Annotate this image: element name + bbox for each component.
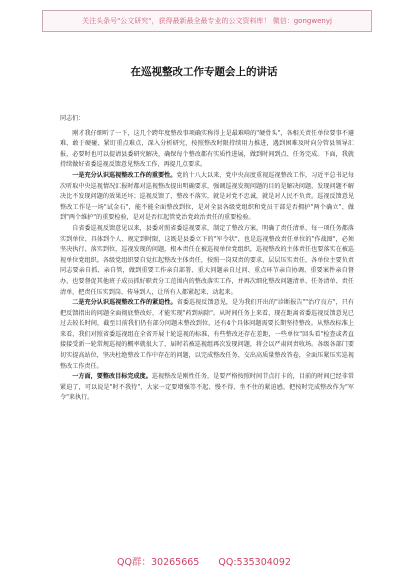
qq-text: QQ:535304092 [218, 557, 291, 568]
paragraph-heading: 一方面，要整改目标完成度。 [72, 373, 152, 381]
paragraph-importance [60, 171, 354, 224]
paragraph-completion [60, 372, 354, 404]
page-title: 在巡视整改工作专题会上的讲话 [130, 66, 278, 78]
paragraph-heading: 二是充分认识巡视整改工作的紧迫性。 [72, 299, 177, 307]
greeting: 同志们： [60, 115, 85, 122]
document-body [60, 114, 354, 404]
paragraph-text: 自省委巡视反馈意见以来，县委对照省委巡视要求，制定了整改方案，明确了责任清单、每一项任务都落实到单位、具体到个人、规定到时限，这既是县委立下的"军令状"，也是巡视整改责任单位的"作战图"，必须坚决执行、落实到位，巡视发现的问题，根本责任在被巡视单位党组织，巡视整改的主体责任也要落实在被巡视单位党组织。各级党组织要自觉扛起整改主体责任，按照一岗双责的要求，层层压实责任，各单位主要负责同志要亲自抓、亲自管，做到重要工作亲自部署、重大问题亲自过问、重点环节亲自协调、重要案件亲自督办，也要督促其他班子成员抓好职责分工范围内的整改落实工作，并再次细化整改问题清单、任务清单、责任清单，把责任压实到岗、传导到人，让所有人都紧起来、动起来。 [60, 224, 354, 296]
paragraph-heading: 一是充分认识巡视整改工作的重要性。 [72, 171, 177, 179]
contact-footer [0, 554, 408, 568]
paragraph-intro [60, 129, 354, 171]
paragraph-responsibility [60, 224, 354, 298]
qq-group-text: QQ群：30265665 [117, 557, 200, 568]
promo-banner: 关注头条号"公文研究"，获得最新最全最专业的公文资料库！ 微信：gongwenyj [42, 10, 372, 32]
paragraph-text: 党的十八大以来，党中央高度重视巡视整改工作，习近平总书记每次听取中央巡视情况汇报时都对巡视整改提出明确要求，强调巡视发现问题的目的是解决问题，发现问题不解决比不发现问题的效果还坏；巡视反馈了，整改不落实，就是对党不忠诚，就是对人民不负责。巡视反馈意见整改工作是一场"试金石"，能不能全面整改到位，是对全县各级党组织和党员干部是否拥护"两个确立"、做到"两个维护"的重要检验，是对是否扛起管党治党政治责任的重要检验。 [60, 171, 355, 222]
paragraph-text: 刚才我仔细听了一下，这几个跨年度整改事项确实称得上是最难啃的"硬骨头"，各相关责任单位要事不避难、敢于硬碰、紧盯重点难点，深入分析研究，按照整改时限持续用力推进，遇到困难及时向分管县领导汇报，必要时也可以提请县委研究解决，确保每个整改都有实质性进展，做到时间到点、任务完成。下面，我就持续做好省委巡视反馈意见整改工作，再提几点要求。 [60, 129, 354, 169]
paragraph-text: 巡视整改是刚性任务，是要严格按照时间节点打卡的，目前的时间已经非常紧迫了，可以说是"时不我待"，大家一定要增强等不起、慢不得、坐不住的紧迫感，把按时完成整改作为"军令"来执行。 [60, 373, 355, 402]
paragraph-urgency [60, 298, 354, 372]
paragraph-text: 省委巡视反馈意见，是为我们开出的"诊断报告""治疗良方"，只有把反馈指出的问题全面彻底整改好，才能实现"药到病除"。从时间任务上来看，现在距离省委巡视反馈意见已过去较长时间，截至目前我们仍有部分问题未整改到位，还有4个具体问题需要长期坚持整改。从整改标准上来看，我们对照省委巡视组在全省开展十轮巡视的标准，有些整改还存在差距，一些单位"回头看"检查或者直接接受新一轮常规巡视的概率就很大了，届时若被巡视组再次发现问题，将会以严肃问责收场。各级各部门要切实提高站位，坚决杜绝整改工作中存在的问题，以完成整改任务、交出高质量整改答卷，全面压紧压实巡视整改工作责任。 [60, 299, 355, 370]
